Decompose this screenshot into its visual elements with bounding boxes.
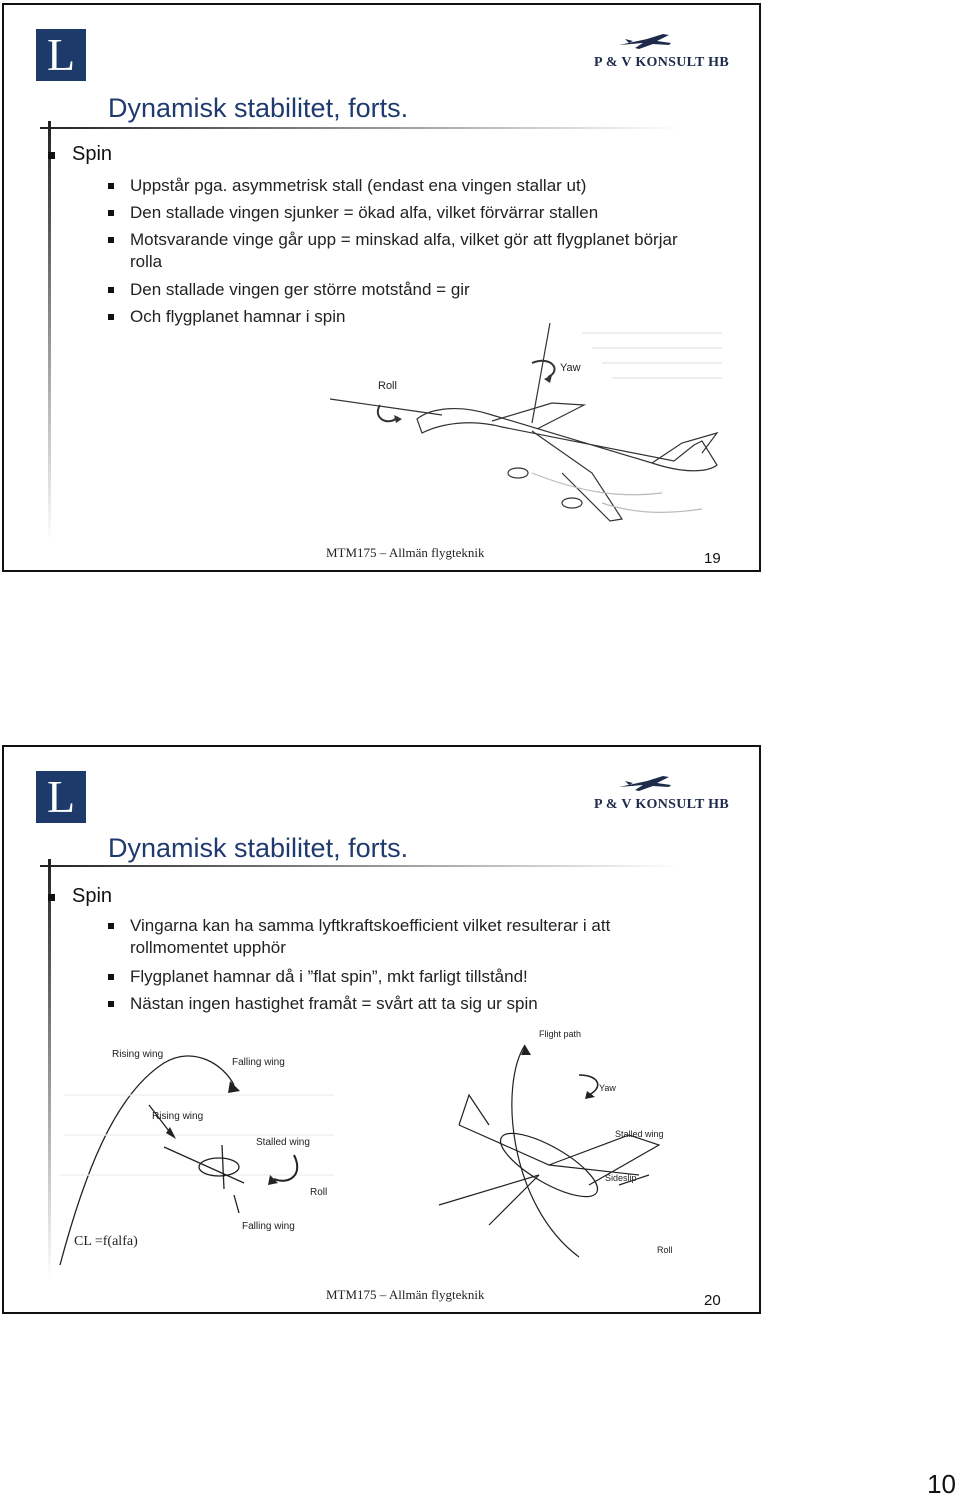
list-item [130, 202, 598, 224]
bullet-icon [108, 287, 114, 293]
document-page-number: 10 [927, 1469, 956, 1499]
label-roll-1: Roll [310, 1187, 328, 1198]
list-item-text: Och flygplanet hamnar i spin [130, 307, 346, 326]
label-roll-2: Roll [657, 1245, 673, 1255]
bullet-icon [108, 314, 114, 320]
rule-vertical [48, 121, 51, 541]
list-item-text: Flygplanet hamnar då i ”flat spin”, mkt farligt tillstånd! [130, 967, 528, 986]
bullet-icon [48, 894, 55, 901]
list-item-text: Den stallade vingen sjunker = ökad alfa, vilket förvärrar stallen [130, 203, 599, 222]
bullet-label: Spin [72, 143, 113, 165]
list-item-text: Uppstår pga. asymmetrisk stall (endast ena vingen stallar ut) [130, 176, 587, 195]
brand-text: P & V KONSULT HB [594, 797, 729, 812]
list-item [130, 279, 470, 301]
bullet-icon [108, 237, 114, 243]
slide-number: 19 [704, 550, 721, 567]
list-item [130, 229, 710, 273]
roll-arrow-icon [394, 415, 402, 423]
trajectory-arrow-icon [228, 1081, 240, 1093]
label-sideslip: Sideslip [605, 1173, 637, 1183]
list-item [130, 966, 528, 988]
slide-20 [2, 745, 761, 1314]
label-falling-wing-1: Falling wing [232, 1057, 285, 1068]
list-item-text: Den stallade vingen ger större motstånd = gir [130, 280, 470, 299]
list-item-text: Vingarna kan ha samma lyftkraftskoefficient vilket resulterar i att rollmomentet upphör [130, 916, 611, 957]
slide-title: Dynamisk stabilitet, forts. [108, 833, 409, 863]
bullet-icon [108, 1001, 114, 1007]
label-yaw: Yaw [599, 1083, 616, 1093]
label-stalled-wing-1: Stalled wing [256, 1137, 310, 1148]
label-rising-wing-1: Rising wing [112, 1049, 164, 1060]
label-yaw: Yaw [560, 362, 581, 374]
brand-logo [594, 31, 729, 71]
spin-trajectory-figure [54, 1035, 339, 1270]
slide-footer: MTM175 – Allmän flygteknik [326, 545, 485, 560]
rule-horizontal [40, 865, 680, 867]
label-stalled-wing-2: Stalled wing [615, 1129, 664, 1139]
bullet-spin [72, 143, 112, 166]
bullet-icon [108, 183, 114, 189]
list-item [130, 993, 538, 1015]
label-flight-path: Flight path [539, 1029, 582, 1039]
slide-number: 20 [704, 1292, 721, 1309]
logo-l: L [36, 771, 86, 823]
rule-horizontal [40, 127, 680, 129]
slide-footer: MTM175 – Allmän flygteknik [326, 1287, 485, 1302]
bullet-icon [108, 974, 114, 980]
rule-vertical [48, 859, 51, 1279]
brand-text: P & V KONSULT HB [594, 55, 729, 70]
spin-airliner-figure [322, 323, 727, 533]
slide-19 [2, 3, 761, 572]
label-roll: Roll [378, 380, 397, 392]
label-cl-formula: CL =f(alfa) [74, 1234, 138, 1249]
list-item-text: Nästan ingen hastighet framåt = svårt att ta sig ur spin [130, 994, 538, 1013]
list-item [130, 915, 690, 959]
plane-logo-icon [617, 773, 673, 795]
bullet-label: Spin [72, 885, 113, 907]
list-item [130, 175, 586, 197]
logo-l: L [36, 29, 86, 81]
bullet-icon [48, 152, 55, 159]
label-rising-wing-2: Rising wing [152, 1111, 204, 1122]
list-item-text: Motsvarande vinge går upp = minskad alfa, vilket gör att flygplanet börjar rolla [130, 230, 678, 271]
label-falling-wing-2: Falling wing [242, 1221, 295, 1232]
bullet-icon [108, 923, 114, 929]
brand-logo [594, 773, 729, 813]
plane-logo-icon [617, 31, 673, 53]
list-item [130, 306, 345, 328]
bullet-spin [72, 885, 112, 908]
slide-title: Dynamisk stabilitet, forts. [108, 93, 409, 123]
bullet-icon [108, 210, 114, 216]
flat-spin-figure [429, 1025, 679, 1260]
